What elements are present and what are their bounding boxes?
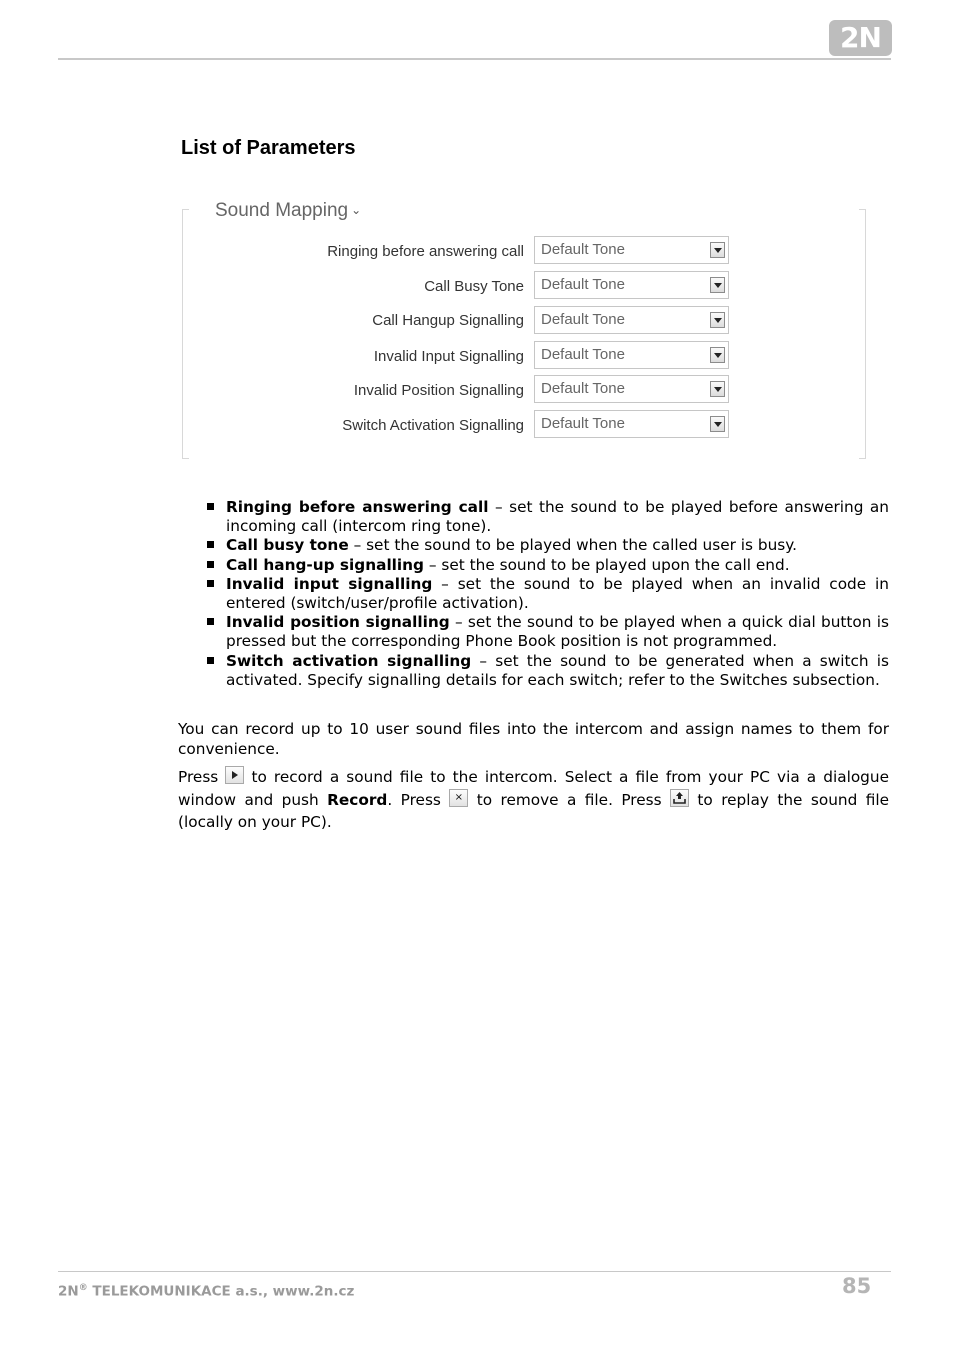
remove-icon: × xyxy=(449,789,468,807)
list-item-term: Switch activation signalling xyxy=(226,651,472,670)
list-item-text: – set the sound to be played upon the call end. xyxy=(424,555,790,574)
select-ringing-before-answering[interactable] xyxy=(534,236,729,264)
list-item-term: Invalid input signalling xyxy=(226,574,433,593)
bullet-icon xyxy=(207,580,214,587)
label-call-hangup-signalling: Call Hangup Signalling xyxy=(372,312,524,329)
upload-icon xyxy=(670,789,689,807)
para-text: to remove a file. Press xyxy=(468,790,671,809)
bullet-icon xyxy=(207,618,214,625)
section-title: List of Parameters xyxy=(181,137,356,159)
para-text: . Press xyxy=(387,790,450,809)
list-item-text: – set the sound to be played when the called user is busy. xyxy=(348,536,797,555)
footer-divider xyxy=(58,1271,891,1272)
panel-bracket-right xyxy=(859,209,866,459)
select-value: Default Tone xyxy=(541,241,625,258)
list-item-text: – set the sound to be played before answering an incoming call (intercom ring tone). xyxy=(226,498,889,536)
select-value: Default Tone xyxy=(541,346,625,363)
select-switch-activation-signalling[interactable] xyxy=(534,410,729,438)
panel-title[interactable] xyxy=(215,198,361,225)
select-invalid-position-signalling[interactable] xyxy=(534,375,729,403)
list-item xyxy=(205,613,889,651)
instructions-paragraph xyxy=(178,766,889,834)
para-text: Press xyxy=(178,768,226,786)
header-divider xyxy=(58,58,891,60)
list-item-text: – set the sound to be generated when a switch is activated. Specify signalling details for each switch; refer to the Switches subsection. xyxy=(226,651,889,689)
list-item-text: – set the sound to be played when an invalid code in entered (switch/user/profile activation). xyxy=(226,574,889,613)
list-item xyxy=(205,652,889,690)
panel-bracket-left xyxy=(182,209,189,459)
select-call-busy-tone[interactable] xyxy=(534,271,729,299)
select-value: Default Tone xyxy=(541,276,625,293)
list-item-term: Call busy tone xyxy=(226,536,349,555)
dropdown-arrow-icon[interactable] xyxy=(710,312,725,328)
dropdown-arrow-icon[interactable] xyxy=(710,277,725,293)
list-item xyxy=(205,556,889,575)
bullet-icon xyxy=(207,657,214,664)
dropdown-arrow-icon[interactable] xyxy=(710,347,725,363)
2n-logo: 2N xyxy=(829,20,892,56)
chevron-down-icon[interactable]: ⌄ xyxy=(351,203,362,217)
list-item-term: Invalid position signalling xyxy=(226,613,450,632)
dropdown-arrow-icon[interactable] xyxy=(710,242,725,258)
parameter-list xyxy=(205,498,889,690)
label-invalid-position-signalling: Invalid Position Signalling xyxy=(353,382,524,399)
footer-company-prefix: 2N xyxy=(58,1283,79,1300)
label-switch-activation-signalling: Switch Activation Signalling xyxy=(342,417,524,434)
footer-company-rest: TELEKOMUNIKACE a.s., www.2n.cz xyxy=(87,1283,355,1300)
list-item-term: Ringing before answering call xyxy=(226,498,489,516)
record-term: Record xyxy=(327,790,388,809)
panel-title-text: Sound Mapping xyxy=(215,200,349,221)
select-value: Default Tone xyxy=(541,311,625,328)
bullet-icon xyxy=(207,541,214,548)
footer-company xyxy=(58,1278,354,1302)
intro-paragraph: You can record up to 10 user sound files into the intercom and assign names to them for convenience. xyxy=(178,720,889,758)
select-value: Default Tone xyxy=(541,415,625,432)
registered-mark: ® xyxy=(78,1283,88,1293)
select-value: Default Tone xyxy=(541,380,625,397)
select-call-hangup-signalling[interactable] xyxy=(534,306,729,334)
list-item xyxy=(205,498,889,536)
page-number: 85 xyxy=(842,1274,872,1298)
dropdown-arrow-icon[interactable] xyxy=(710,416,725,432)
list-item-text: – set the sound to be played when a quick dial button is pressed but the corresponding Phone Book position is not programmed. xyxy=(226,613,889,651)
list-item xyxy=(205,536,889,555)
para-text: to record a sound file to the intercom. Select a file from your PC via a dialogue window and push xyxy=(178,768,890,809)
record-play-icon xyxy=(225,766,244,784)
para-text: to replay the sound file (locally on your PC). xyxy=(178,790,889,831)
select-invalid-input-signalling[interactable] xyxy=(534,341,729,369)
list-item-term: Call hang-up signalling xyxy=(226,555,425,574)
sound-mapping-panel xyxy=(182,209,866,457)
bullet-icon xyxy=(207,503,214,510)
bullet-icon xyxy=(207,561,214,568)
label-invalid-input-signalling: Invalid Input Signalling xyxy=(373,348,524,365)
label-call-busy-tone: Call Busy Tone xyxy=(424,278,524,295)
dropdown-arrow-icon[interactable] xyxy=(710,381,725,397)
label-ringing-before-answering: Ringing before answering call xyxy=(327,243,524,260)
list-item xyxy=(205,575,889,613)
